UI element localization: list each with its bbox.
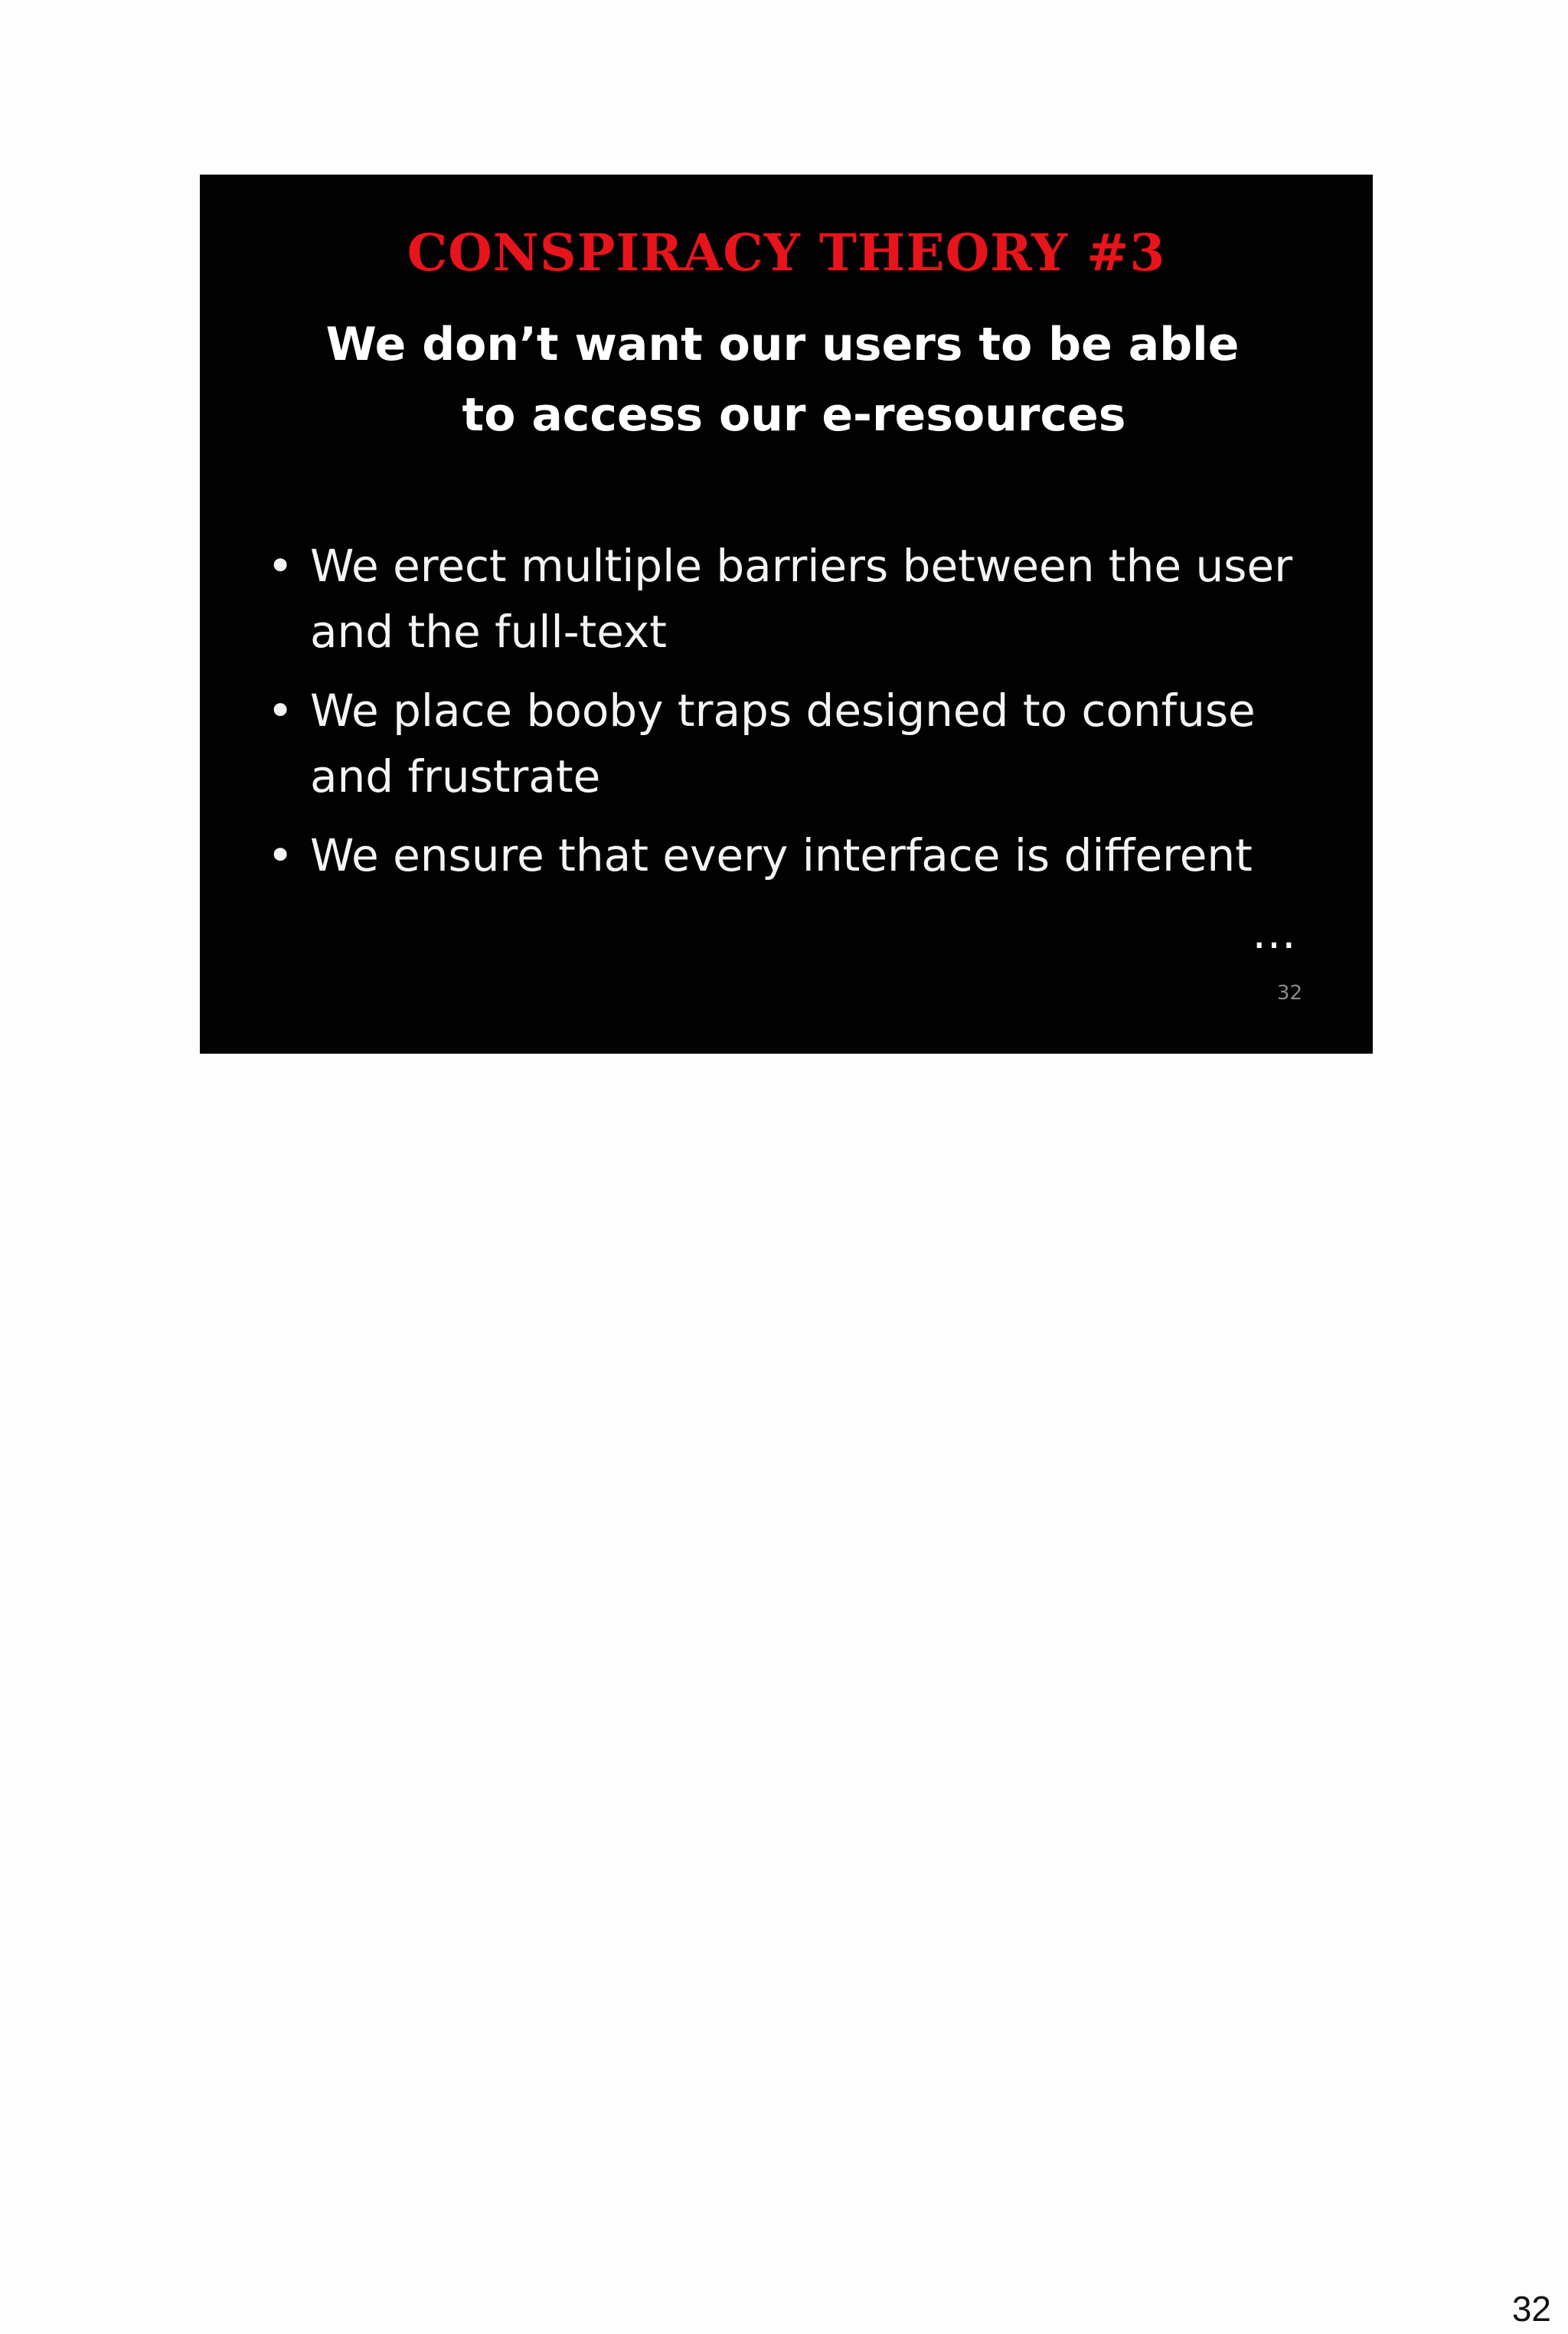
bullet-text: We place booby traps designed to confuse and frustrate <box>310 685 1256 803</box>
slide-number: 32 <box>1276 982 1302 1005</box>
bullet-list <box>267 533 1324 901</box>
bullet-icon: • <box>267 540 294 592</box>
bullet-item <box>267 533 1324 665</box>
bullet-text: We ensure that every interface is different <box>310 829 1253 881</box>
bullet-icon: • <box>267 685 294 737</box>
bullet-text: We erect multiple barriers between the user and the full-text <box>310 540 1293 658</box>
bullet-item <box>267 822 1324 888</box>
subtitle-line-1: We don’t want our users to be able <box>325 318 1240 371</box>
bullet-item <box>267 678 1324 809</box>
slide-title: CONSPIRACY THEORY #3 <box>407 223 1166 283</box>
page-number: 32 <box>1511 2289 1551 2329</box>
slide-subtitle <box>200 309 1373 450</box>
subtitle-line-2: to access our e-resources <box>462 388 1126 442</box>
slide <box>200 175 1373 1054</box>
continuation-ellipsis: … <box>1252 907 1296 959</box>
bullet-icon: • <box>267 829 294 881</box>
